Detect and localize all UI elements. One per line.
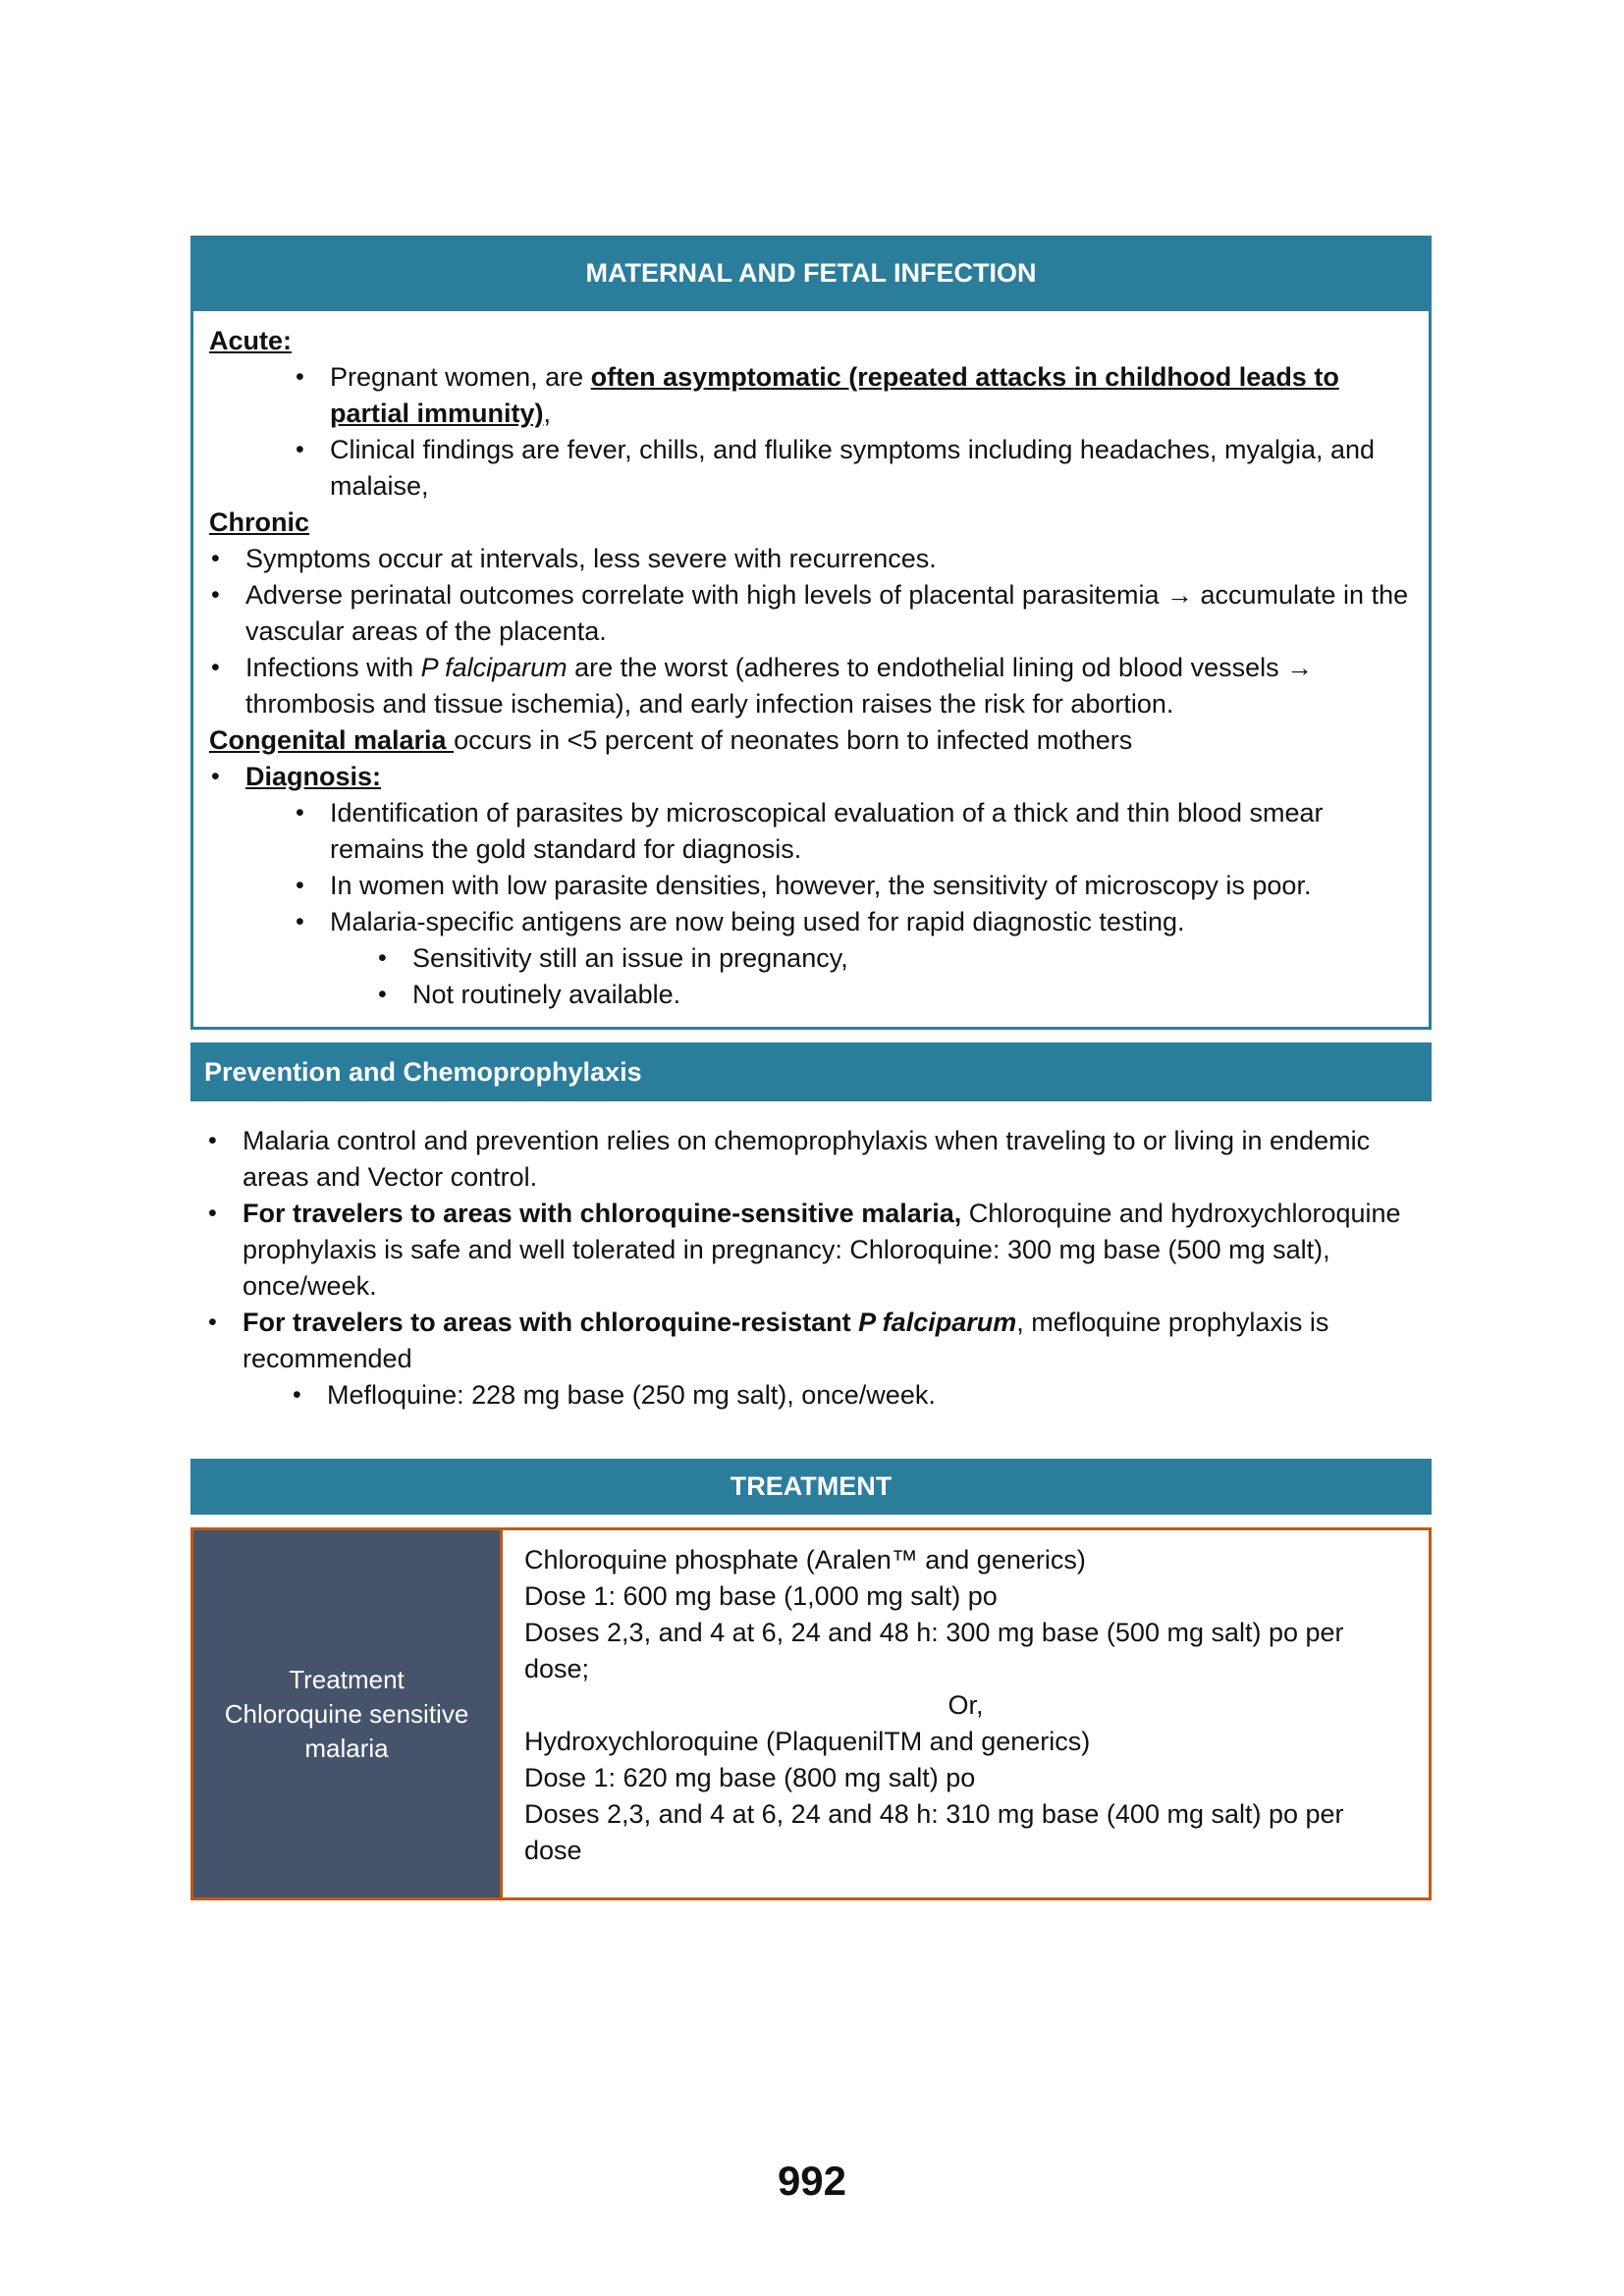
treatment-detail-line: Doses 2,3, and 4 at 6, 24 and 48 h: 300 mg base (500 mg salt) po per dose;	[524, 1618, 1344, 1683]
treatment-detail-line: Or,	[947, 1690, 984, 1720]
paragraph-text	[412, 940, 1411, 977]
paragraph-text	[330, 868, 1411, 904]
text-run: For travelers to areas with chloroquine-sensitive malaria,	[243, 1199, 962, 1228]
page-number: 992	[777, 2158, 847, 2204]
bullet-marker: •	[296, 872, 304, 899]
text-run: Congenital malaria	[209, 725, 455, 755]
table-row-header-cell	[193, 1530, 503, 1897]
bullet-item	[378, 940, 1411, 977]
text-run: are the worst (adheres to endothelial lining od blood vessels → thrombosis and tissue ischemia), and early infection raises the risk for abortion.	[245, 653, 1314, 719]
paragraph-text	[412, 977, 1411, 1013]
text-run: ,	[543, 399, 552, 428]
paragraph-text	[245, 759, 1411, 795]
bullet-item	[208, 1196, 1432, 1305]
paragraph-text	[330, 795, 1411, 868]
treatment-detail-line: Doses 2,3, and 4 at 6, 24 and 48 h: 310 mg base (400 mg salt) po per dose	[524, 1799, 1344, 1865]
text-run: Not routinely available.	[412, 980, 681, 1009]
text-run: Symptoms occur at intervals, less severe with recurrences.	[245, 544, 937, 573]
bullet-marker: •	[208, 1308, 217, 1336]
bullet-item	[208, 1305, 1432, 1377]
bullet-marker: •	[296, 908, 304, 935]
treatment-table	[190, 1527, 1432, 1900]
document-content-column	[190, 236, 1432, 1900]
bullet-marker: •	[211, 545, 220, 572]
bullet-item	[296, 359, 1411, 432]
bullet-marker: •	[293, 1381, 301, 1409]
heading-line	[209, 323, 1411, 359]
bullet-item	[378, 977, 1411, 1013]
paragraph-text	[330, 432, 1411, 505]
text-run: P falciparum	[858, 1308, 1017, 1337]
bullet-marker: •	[296, 363, 304, 391]
text-run: Clinical findings are fever, chills, and flulike symptoms including headaches, myalgia, and malaise,	[330, 435, 1376, 501]
bullet-item	[211, 577, 1411, 650]
bullet-item	[293, 1377, 1432, 1414]
paragraph-text	[243, 1305, 1432, 1377]
maternal-fetal-infection-title: MATERNAL AND FETAL INFECTION	[585, 258, 1037, 288]
heading-line	[209, 505, 1411, 541]
row-header-line: Treatment	[289, 1664, 405, 1694]
text-run: Diagnosis:	[245, 762, 382, 791]
paragraph-text	[327, 1377, 1432, 1414]
text-run: often asymptomatic (repeated attacks in childhood leads to partial immunity)	[330, 362, 1339, 428]
bullet-item	[296, 868, 1411, 904]
prevention-header	[190, 1042, 1432, 1101]
bullet-marker: •	[211, 581, 220, 609]
maternal-infection-bullet-list	[209, 323, 1411, 1013]
bullet-item	[211, 541, 1411, 577]
bullet-marker: •	[211, 654, 220, 681]
bullet-marker: •	[378, 981, 387, 1008]
maternal-infection-box	[190, 311, 1432, 1030]
treatment-detail-line: Dose 1: 600 mg base (1,000 mg salt) po	[524, 1581, 998, 1611]
treatment-detail-line: Chloroquine phosphate (Aralen™ and generics)	[524, 1545, 1086, 1575]
bullet-item	[208, 1123, 1432, 1196]
bullet-marker: •	[211, 763, 220, 790]
treatment-header	[190, 1459, 1432, 1515]
text-run: Malaria control and prevention relies on chemoprophylaxis when traveling to or living in endemic areas and Vector control.	[243, 1126, 1371, 1192]
text-run: , mefloquine prophylaxis is recommended	[243, 1308, 1329, 1373]
text-run: Mefloquine: 228 mg base (250 mg salt), once/week.	[327, 1380, 936, 1410]
paragraph-text	[209, 722, 1411, 759]
text-run: Identification of parasites by microscopical evaluation of a thick and thin blood smear remains the gold standard for diagnosis.	[330, 798, 1324, 864]
prevention-title: Prevention and Chemoprophylaxis	[204, 1056, 642, 1087]
text-run: Sensitivity still an issue in pregnancy,	[412, 943, 848, 973]
paragraph-text	[209, 323, 1411, 359]
bullet-marker: •	[208, 1200, 217, 1227]
treatment-detail-line: Hydroxychloroquine (PlaquenilTM and generics)	[524, 1727, 1091, 1756]
paragraph-text	[245, 541, 1411, 577]
paragraph-text	[209, 505, 1411, 541]
text-run: Pregnant women, are	[330, 362, 591, 392]
maternal-fetal-infection-header	[190, 236, 1432, 311]
text-run: Adverse perinatal outcomes correlate with high levels of placental parasitemia → accumulate in the vascular areas of the placenta.	[245, 580, 1409, 646]
text-run: Malaria-specific antigens are now being used for rapid diagnostic testing.	[330, 907, 1185, 936]
bullet-marker: •	[296, 436, 304, 463]
paragraph-text	[330, 904, 1411, 940]
text-run: For travelers to areas with chloroquine-resistant	[243, 1308, 859, 1337]
text-run: Chloroquine and hydroxychloroquine prophylaxis is safe and well tolerated in pregnancy: Chloroquine: 300 mg base (500 mg salt), once/week.	[243, 1199, 1401, 1301]
bullet-marker: •	[296, 799, 304, 827]
bullet-marker: •	[208, 1127, 217, 1154]
bullet-item	[211, 650, 1411, 722]
bullet-item	[211, 759, 1411, 795]
text-run: In women with low parasite densities, however, the sensitivity of microscopy is poor.	[330, 871, 1312, 900]
treatment-title: TREATMENT	[730, 1471, 893, 1501]
text-run: occurs in <5 percent of neonates born to infected mothers	[454, 725, 1133, 755]
paragraph-text	[245, 577, 1411, 650]
paragraph-text	[243, 1123, 1432, 1196]
bullet-marker: •	[378, 944, 387, 972]
treatment-detail-line: Dose 1: 620 mg base (800 mg salt) po	[524, 1763, 976, 1792]
row-header-line: Chloroquine sensitive malaria	[224, 1698, 469, 1763]
text-run: Infections with	[245, 653, 421, 682]
prevention-bullet-list	[190, 1123, 1432, 1414]
bullet-item	[296, 795, 1411, 868]
paragraph-text	[330, 359, 1411, 432]
table-content-cell	[503, 1530, 1429, 1897]
text-run: P falciparum	[420, 653, 568, 682]
paragraph-text	[243, 1196, 1432, 1305]
bullet-item	[296, 904, 1411, 940]
paragraph-text	[245, 650, 1411, 722]
text-run: Acute:	[209, 326, 293, 355]
bullet-item	[296, 432, 1411, 505]
text-run: Chronic	[209, 507, 310, 537]
heading-line	[209, 722, 1411, 759]
